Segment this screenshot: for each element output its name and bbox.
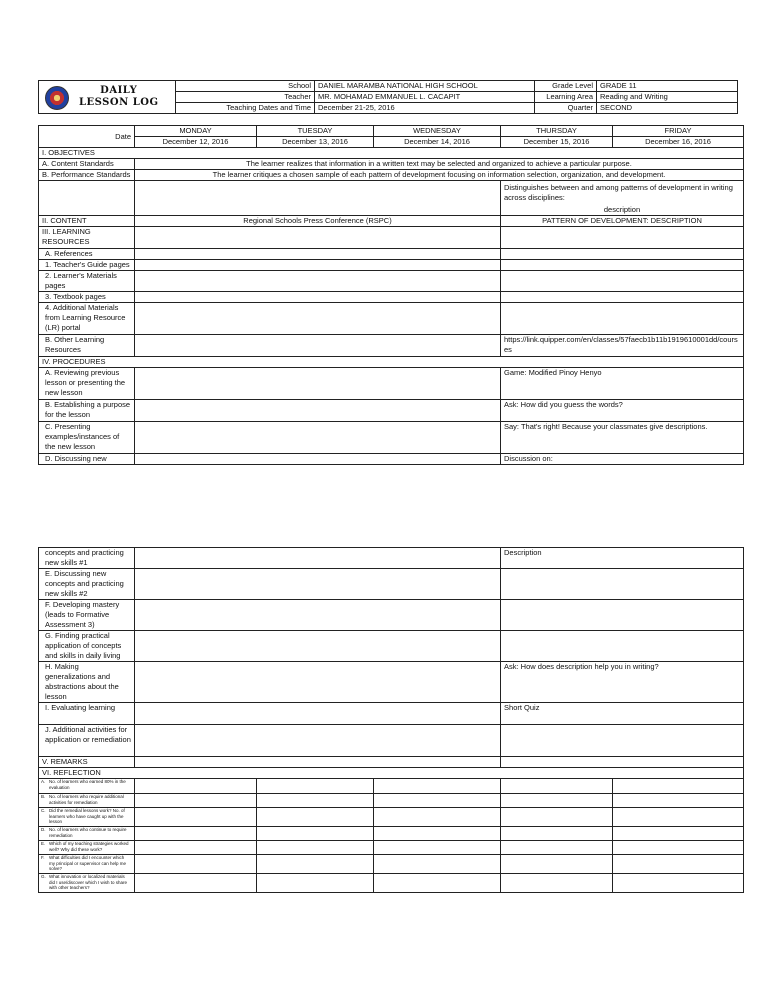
reflection-item-g [39, 874, 135, 893]
blank-cell [135, 335, 501, 357]
lr-portal-label: 4. Additional Materials from Learning Resource (LR) portal [39, 303, 135, 335]
proc-c-text: Say: That's right! Because your classmates give descriptions. [501, 422, 744, 454]
blank-cell [135, 249, 501, 260]
blank-cell [257, 808, 374, 827]
teaching-dates-value: December 21-25, 2016 [315, 103, 535, 114]
blank-cell [613, 779, 744, 794]
title-line-2: LESSON LOG [79, 97, 159, 108]
blank-cell [135, 400, 501, 422]
reflection-text: What innovation or localized materials did I use/discover which I wish to share with other teachers? [49, 874, 128, 890]
blank-cell [257, 779, 374, 794]
blank-cell [501, 874, 613, 893]
blank-cell [501, 855, 613, 874]
blank-cell [135, 757, 501, 768]
date-label: Date [39, 126, 135, 148]
blank-cell [135, 703, 501, 725]
blank-cell [613, 794, 744, 808]
competency-text: Distinguishes between and among patterns of development in writing across disciplines: [504, 183, 733, 202]
blank-cell [501, 292, 744, 303]
proc-a-text: Game: Modified Pinoy Henyo [501, 368, 744, 400]
quarter-value: SECOND [597, 103, 738, 114]
reflection-letter: E. [41, 841, 46, 846]
blank-cell [135, 548, 501, 569]
competency-blank [135, 181, 501, 216]
grade-level-value: GRADE 11 [597, 81, 738, 92]
title-line-1: DAILY [100, 85, 138, 96]
blank-cell [501, 827, 613, 841]
reflection-text: No. of learners who require additional activities for remediation [49, 794, 124, 805]
blank-cell [135, 227, 501, 249]
reflection-text: Which of my teaching strategies worked well? Why did these work? [49, 841, 129, 852]
references-label: A. References [39, 249, 135, 260]
reflection-letter: A. [41, 779, 46, 784]
logo-cell [39, 81, 176, 114]
learning-area-label: Learning Area [535, 92, 597, 103]
blank-cell [613, 841, 744, 855]
competency-label [39, 181, 135, 216]
grade-level-label: Grade Level [535, 81, 597, 92]
competency-cell [501, 181, 744, 216]
proc-i-text: Short Quiz [501, 703, 744, 725]
proc-d-label: D. Discussing new [39, 454, 135, 465]
blank-cell [374, 855, 501, 874]
date-friday: December 16, 2016 [613, 137, 744, 148]
blank-cell [135, 368, 501, 400]
day-tuesday: TUESDAY [257, 126, 374, 137]
blank-cell [613, 808, 744, 827]
reflection-item-d [39, 827, 135, 841]
textbook-pages-label: 3. Textbook pages [39, 292, 135, 303]
teaching-dates-label: Teaching Dates and Time [176, 103, 315, 114]
blank-cell [501, 725, 744, 757]
blank-cell [135, 569, 501, 600]
blank-cell [257, 827, 374, 841]
reflection-letter: F. [41, 855, 45, 860]
reflection-item-e [39, 841, 135, 855]
reflection-heading: VI. REFLECTION [39, 768, 744, 779]
blank-cell [135, 779, 257, 794]
blank-cell [501, 808, 613, 827]
blank-cell [135, 855, 257, 874]
blank-cell [374, 827, 501, 841]
blank-cell [501, 757, 744, 768]
reflection-letter: C. [41, 808, 46, 813]
proc-h-label: H. Making generalizations and abstractions about the lesson [39, 662, 135, 703]
proc-c-label: C. Presenting examples/instances of the new lesson [39, 422, 135, 454]
learning-area-value: Reading and Writing [597, 92, 738, 103]
date-tuesday: December 13, 2016 [257, 137, 374, 148]
blank-cell [135, 454, 501, 465]
proc-e-label: E. Discussing new concepts and practicing new skills #2 [39, 569, 135, 600]
reflection-item-a [39, 779, 135, 794]
blank-cell [257, 841, 374, 855]
blank-cell [613, 855, 744, 874]
reflection-text: No. of learners who continue to require remediation [49, 827, 127, 838]
blank-cell [135, 631, 501, 662]
remarks-heading: V. REMARKS [39, 757, 135, 768]
blank-cell [135, 794, 257, 808]
lesson-table-page-2 [38, 547, 744, 893]
reflection-item-b [39, 794, 135, 808]
content-left: Regional Schools Press Conference (RSPC) [135, 216, 501, 227]
proc-a-label: A. Reviewing previous lesson or presenting the new lesson [39, 368, 135, 400]
content-standards-label: A. Content Standards [39, 159, 135, 170]
reflection-text: No. of learners who earned 80% in the evaluation [49, 779, 126, 790]
blank-cell [135, 271, 501, 292]
proc-g-label: G. Finding practical application of concepts and skills in daily living [39, 631, 135, 662]
objectives-heading: I. OBJECTIVES [39, 148, 744, 159]
blank-cell [135, 808, 257, 827]
blank-cell [501, 794, 613, 808]
blank-cell [135, 292, 501, 303]
blank-cell [135, 422, 501, 454]
blank-cell [257, 855, 374, 874]
reflection-item-f [39, 855, 135, 874]
proc-f-label: F. Developing mastery (leads to Formative Assessment 3) [39, 600, 135, 631]
other-resources-link[interactable]: https://link.quipper.com/en/classes/57faecb1b11b1919610001dd/courses [501, 335, 744, 357]
blank-cell [374, 841, 501, 855]
tg-pages-label: 1. Teacher's Guide pages [39, 260, 135, 271]
blank-cell [613, 874, 744, 893]
day-monday: MONDAY [135, 126, 257, 137]
blank-cell [135, 662, 501, 703]
procedures-heading: IV. PROCEDURES [39, 357, 744, 368]
blank-cell [135, 874, 257, 893]
learning-resources-heading: III. LEARNING RESOURCES [39, 227, 135, 249]
school-value: DANIEL MARAMBA NATIONAL HIGH SCHOOL [315, 81, 535, 92]
blank-cell [374, 808, 501, 827]
proc-d-continued: concepts and practicing new skills #1 [39, 548, 135, 569]
deped-seal-icon [45, 86, 69, 110]
day-friday: FRIDAY [613, 126, 744, 137]
proc-h-text: Ask: How does description help you in writing? [501, 662, 744, 703]
proc-d-continued-text: Description [501, 548, 744, 569]
proc-i-label: I. Evaluating learning [39, 703, 135, 725]
performance-standards-text: The learner critiques a chosen sample of each pattern of development focusing on information selection, organization, and development. [135, 170, 744, 181]
day-wednesday: WEDNESDAY [374, 126, 501, 137]
blank-cell [257, 874, 374, 893]
blank-cell [135, 841, 257, 855]
school-label: School [176, 81, 315, 92]
blank-cell [374, 779, 501, 794]
date-thursday: December 15, 2016 [501, 137, 613, 148]
blank-cell [501, 271, 744, 292]
quarter-label: Quarter [535, 103, 597, 114]
blank-cell [501, 779, 613, 794]
blank-cell [501, 569, 744, 600]
content-right: PATTERN OF DEVELOPMENT: DESCRIPTION [501, 216, 744, 227]
date-wednesday: December 14, 2016 [374, 137, 501, 148]
document-title [79, 85, 159, 109]
reflection-text: Did the remedial lessons work? No. of learners who have caught up with the lesson [49, 808, 125, 824]
content-standards-text: The learner realizes that information in a written text may be selected and organized to achieve a particular purpose. [135, 159, 744, 170]
performance-standards-label: B. Performance Standards [39, 170, 135, 181]
content-heading: II. CONTENT [39, 216, 135, 227]
blank-cell [501, 303, 744, 335]
reflection-letter: D. [41, 827, 46, 832]
blank-cell [501, 227, 744, 249]
proc-d-text: Discussion on: [501, 454, 744, 465]
blank-cell [374, 794, 501, 808]
blank-cell [135, 303, 501, 335]
blank-cell [613, 827, 744, 841]
other-resources-label: B. Other Learning Resources [39, 335, 135, 357]
blank-cell [501, 841, 613, 855]
teacher-value: MR. MOHAMAD EMMANUEL L. CACAPIT [315, 92, 535, 103]
blank-cell [135, 260, 501, 271]
blank-cell [135, 827, 257, 841]
blank-cell [374, 874, 501, 893]
lm-pages-label: 2. Learner's Materials pages [39, 271, 135, 292]
teacher-label: Teacher [176, 92, 315, 103]
proc-b-text: Ask: How did you guess the words? [501, 400, 744, 422]
header-table [38, 80, 738, 114]
proc-j-label: J. Additional activities for application or remediation [39, 725, 135, 757]
reflection-letter: B. [41, 794, 46, 799]
blank-cell [257, 794, 374, 808]
reflection-letter: G. [41, 874, 46, 879]
blank-cell [501, 600, 744, 631]
lesson-table-page-1 [38, 125, 744, 465]
blank-cell [135, 725, 501, 757]
blank-cell [501, 249, 744, 260]
blank-cell [501, 260, 744, 271]
blank-cell [135, 600, 501, 631]
proc-b-label: B. Establishing a purpose for the lesson [39, 400, 135, 422]
competency-sub: description [603, 205, 641, 214]
date-monday: December 12, 2016 [135, 137, 257, 148]
reflection-text: What difficulties did I encounter which my principal or supervisor can help me solve? [49, 855, 127, 871]
blank-cell [501, 631, 744, 662]
reflection-item-c [39, 808, 135, 827]
day-thursday: THURSDAY [501, 126, 613, 137]
